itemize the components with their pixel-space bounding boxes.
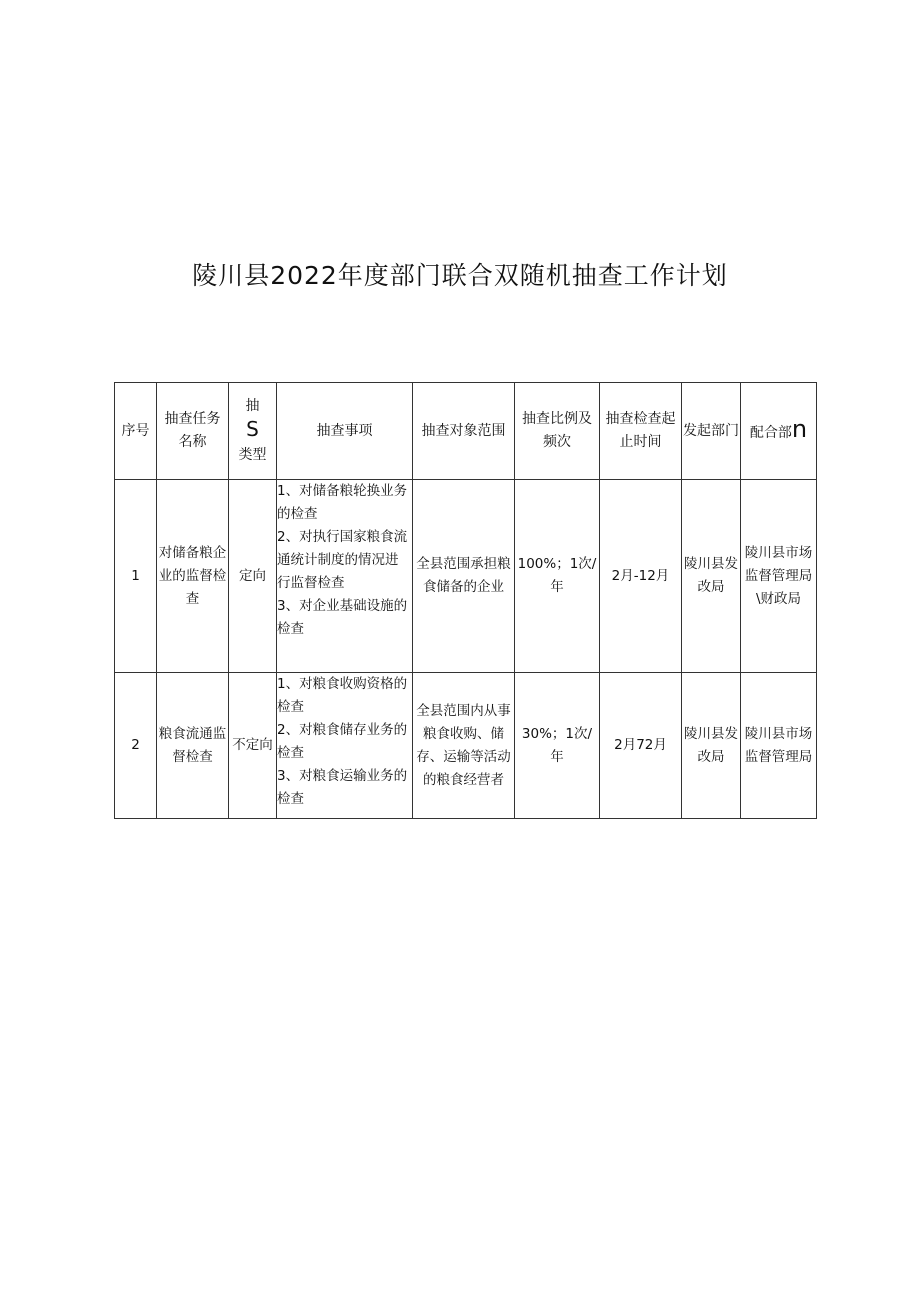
table-row — [115, 673, 817, 819]
header-task-name: 抽查任务名称 — [157, 383, 229, 480]
header-partner — [741, 383, 817, 480]
header-ratio: 抽查比例及频次 — [515, 383, 600, 480]
header-scope: 抽查对象范围 — [413, 383, 515, 480]
header-initiator: 发起部门 — [682, 383, 741, 480]
inspection-plan-table — [114, 382, 817, 819]
inspection-item: 3、对企业基础设施的检查 — [277, 598, 408, 637]
cell-partner: 陵川县市场监督管理局\财政局 — [741, 480, 817, 673]
header-type — [229, 383, 277, 480]
header-type-line1: 抽 — [245, 398, 260, 414]
cell-ratio: 30%；1次/年 — [515, 673, 600, 819]
cell-period: 2月72月 — [600, 673, 682, 819]
cell-ratio: 100%；1次/年 — [515, 480, 600, 673]
cell-task-name: 粮食流通监督检查 — [157, 673, 229, 819]
page-title: 陵川县2022年度部门联合双随机抽查工作计划 — [192, 261, 728, 290]
header-period: 抽查检查起止时间 — [600, 383, 682, 480]
header-items: 抽查事项 — [277, 383, 413, 480]
inspection-item: 2、对执行国家粮食流通统计制度的情况进行监督检查 — [277, 529, 408, 591]
cell-index: 1 — [115, 480, 157, 673]
cell-type: 不定向 — [229, 673, 277, 819]
table-header-row — [115, 383, 817, 480]
header-partner-text: 配合部 — [749, 424, 792, 441]
cell-period: 2月-12月 — [600, 480, 682, 673]
header-type-line2: S — [246, 417, 259, 441]
header-partner-glyph: n — [791, 414, 808, 443]
header-index: 序号 — [115, 383, 157, 480]
cell-partner: 陵川县市场监督管理局 — [741, 673, 817, 819]
cell-type: 定向 — [229, 480, 277, 673]
inspection-item: 3、对粮食运输业务的检查 — [277, 768, 408, 807]
cell-initiator: 陵川县发改局 — [682, 673, 741, 819]
inspection-item: 1、对粮食收购资格的检查 — [277, 676, 408, 715]
cell-task-name: 对储备粮企业的监督检查 — [157, 480, 229, 673]
table-row — [115, 480, 817, 673]
cell-scope: 全县范围内从事粮食收购、储存、运输等活动的粮食经营者 — [413, 673, 515, 819]
inspection-item: 2、对粮食储存业务的检查 — [277, 722, 408, 761]
cell-index: 2 — [115, 673, 157, 819]
header-type-line3: 类型 — [238, 447, 267, 463]
cell-initiator: 陵川县发改局 — [682, 480, 741, 673]
inspection-item: 1、对储备粮轮换业务的检查 — [277, 483, 408, 522]
cell-items — [277, 673, 413, 819]
cell-scope: 全县范围承担粮食储备的企业 — [413, 480, 515, 673]
cell-items — [277, 480, 413, 673]
